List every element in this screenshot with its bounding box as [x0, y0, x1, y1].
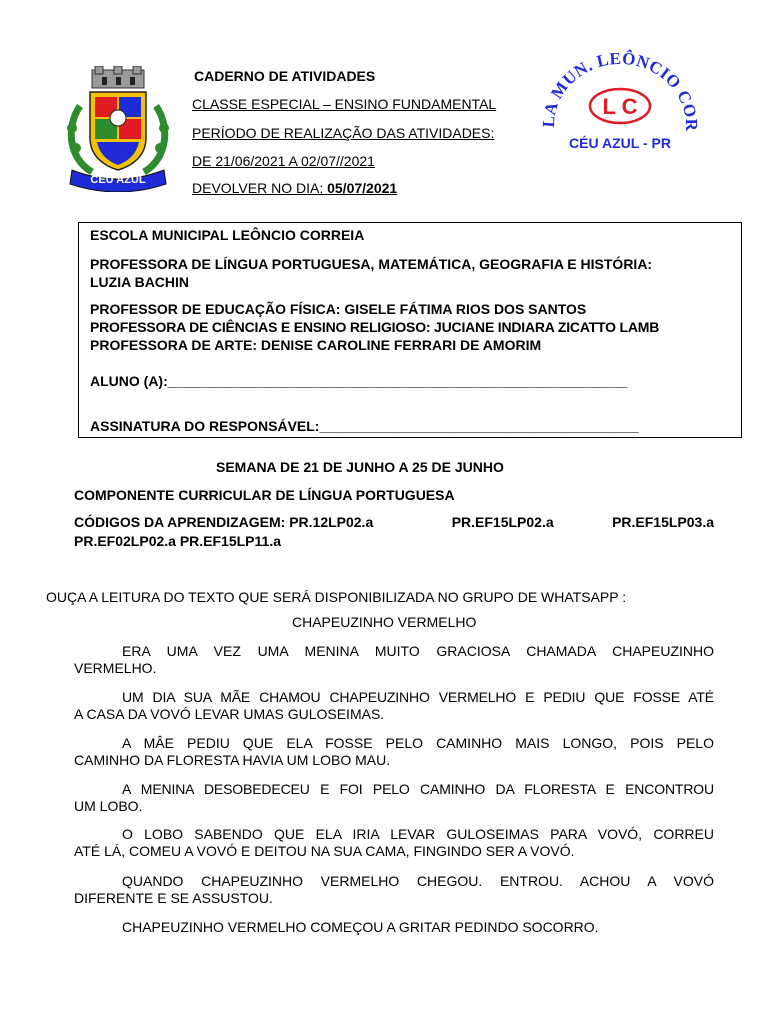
teacher-art: PROFESSORA DE ARTE: DENISE CAROLINE FERRARI DE AMORIM — [90, 337, 542, 353]
story-line: O LOBO SABENDO QUE ELA IRIA LEVAR GULOSEIMAS PARA VOVÓ, CORREU — [122, 826, 714, 842]
story-line: A MENINA DESOBEDECEU E FOI PELO CAMINHO DA FLORESTA E ENCONTROU — [122, 781, 714, 797]
story-line: A MÂE PEDIU QUE ELA FOSSE PELO CAMINHO MAIS LONGO, POIS PELO — [122, 735, 714, 751]
teacher-main-line1: PROFESSORA DE LÍNGUA PORTUGUESA, MATEMÁTICA, GEOGRAFIA E HISTÓRIA: — [90, 256, 653, 272]
student-name-field[interactable]: ALUNO (A):___________________________________________________________ — [90, 373, 628, 389]
school-name: ESCOLA MUNICIPAL LEÔNCIO CORREIA — [90, 227, 365, 243]
period-dates: DE 21/06/2021 A 02/07//2021 — [192, 153, 375, 169]
story-line: A CASA DA VOVÓ LEVAR UMAS GULOSEIMAS. — [74, 706, 385, 722]
return-year: /2021 — [362, 180, 398, 196]
story-line: QUANDO CHAPEUZINHO VERMELHO CHEGOU. ENTROU. ACHOU A VOVÓ — [122, 873, 714, 889]
story-paragraph — [74, 826, 714, 860]
story-line: CAMINHO DA FLORESTA HAVIA UM LOBO MAU. — [74, 752, 391, 768]
return-date-line — [192, 180, 397, 197]
story-line: ERA UMA VEZ UMA MENINA MUITO GRACIOSA CHAMADA CHAPEUZINHO — [122, 643, 714, 659]
school-logo-city-text: CÉU AZUL - PR — [569, 135, 671, 151]
teacher-main-line2: LUZIA BACHIN — [90, 274, 190, 290]
story-line: CHAPEUZINHO VERMELHO COMEÇOU A GRITAR PEDINDO SOCORRO. — [122, 919, 599, 935]
story-paragraph — [74, 643, 714, 677]
story-paragraph — [74, 735, 714, 769]
city-crest-logo — [62, 66, 174, 192]
teacher-pe: PROFESSOR DE EDUCAÇÃO FÍSICA: GISELE FÁTIMA RIOS DOS SANTOS — [90, 301, 587, 317]
notebook-title: CADERNO DE ATIVIDADES — [194, 68, 376, 84]
guardian-signature-field[interactable]: ASSINATURA DO RESPONSÁVEL:_________________________________________ — [90, 418, 639, 434]
return-label: DEVOLVER NO DIA: — [192, 180, 328, 196]
curricular-component: COMPONENTE CURRICULAR DE LÍNGUA PORTUGUESA — [74, 487, 455, 503]
week-title: SEMANA DE 21 DE JUNHO A 25 DE JUNHO — [216, 459, 504, 475]
story-line: UM LOBO. — [74, 798, 143, 814]
story-line: DIFERENTE E SE ASSUSTOU. — [74, 890, 273, 906]
story-paragraph — [74, 873, 714, 907]
school-logo-badge-text: L C — [602, 94, 638, 119]
learning-code: PR.EF15LP02.a — [451, 514, 554, 530]
story-paragraph — [74, 689, 714, 723]
return-day-month: 05/07 — [327, 180, 363, 196]
story-line: UM DIA SUA MÃE CHAMOU CHAPEUZINHO VERMELHO E PEDIU QUE FOSSE ATÉ — [122, 689, 714, 705]
school-logo-arc-text: LA MUN. LEÔNCIO COR — [538, 48, 702, 132]
crest-ribbon-text: CÉU AZUL — [90, 174, 146, 186]
story-paragraph — [74, 781, 714, 815]
listening-instruction: OUÇA A LEITURA DO TEXTO QUE SERÁ DISPONIBILIZADA NO GRUPO DE WHATSAPP : — [46, 589, 627, 605]
school-logo — [536, 44, 704, 154]
learning-codes-line1 — [74, 514, 714, 531]
story-line: VERMELHO. — [74, 660, 157, 676]
class-line: CLASSE ESPECIAL – ENSINO FUNDAMENTAL — [192, 96, 497, 112]
period-label: PERÍODO DE REALIZAÇÃO DAS ATIVIDADES: — [192, 125, 495, 141]
info-box — [78, 222, 742, 438]
story-paragraph — [74, 919, 714, 936]
learning-codes-line2: PR.EF02LP02.a PR.EF15LP11.a — [74, 533, 281, 549]
story-line: ATÉ LÁ, COMEU A VOVÓ E DEITOU NA SUA CAMA, FINGINDO SER A VOVÓ. — [74, 843, 575, 859]
teacher-science: PROFESSORA DE CIÊNCIAS E ENSINO RELIGIOSO: JUCIANE INDIARA ZICATTO LAMB — [90, 319, 660, 335]
learning-code: CÓDIGOS DA APRENDIZAGEM: PR.12LP02.a — [74, 514, 374, 530]
story-title: CHAPEUZINHO VERMELHO — [292, 614, 477, 630]
learning-code: PR.EF15LP03.a — [612, 514, 714, 530]
